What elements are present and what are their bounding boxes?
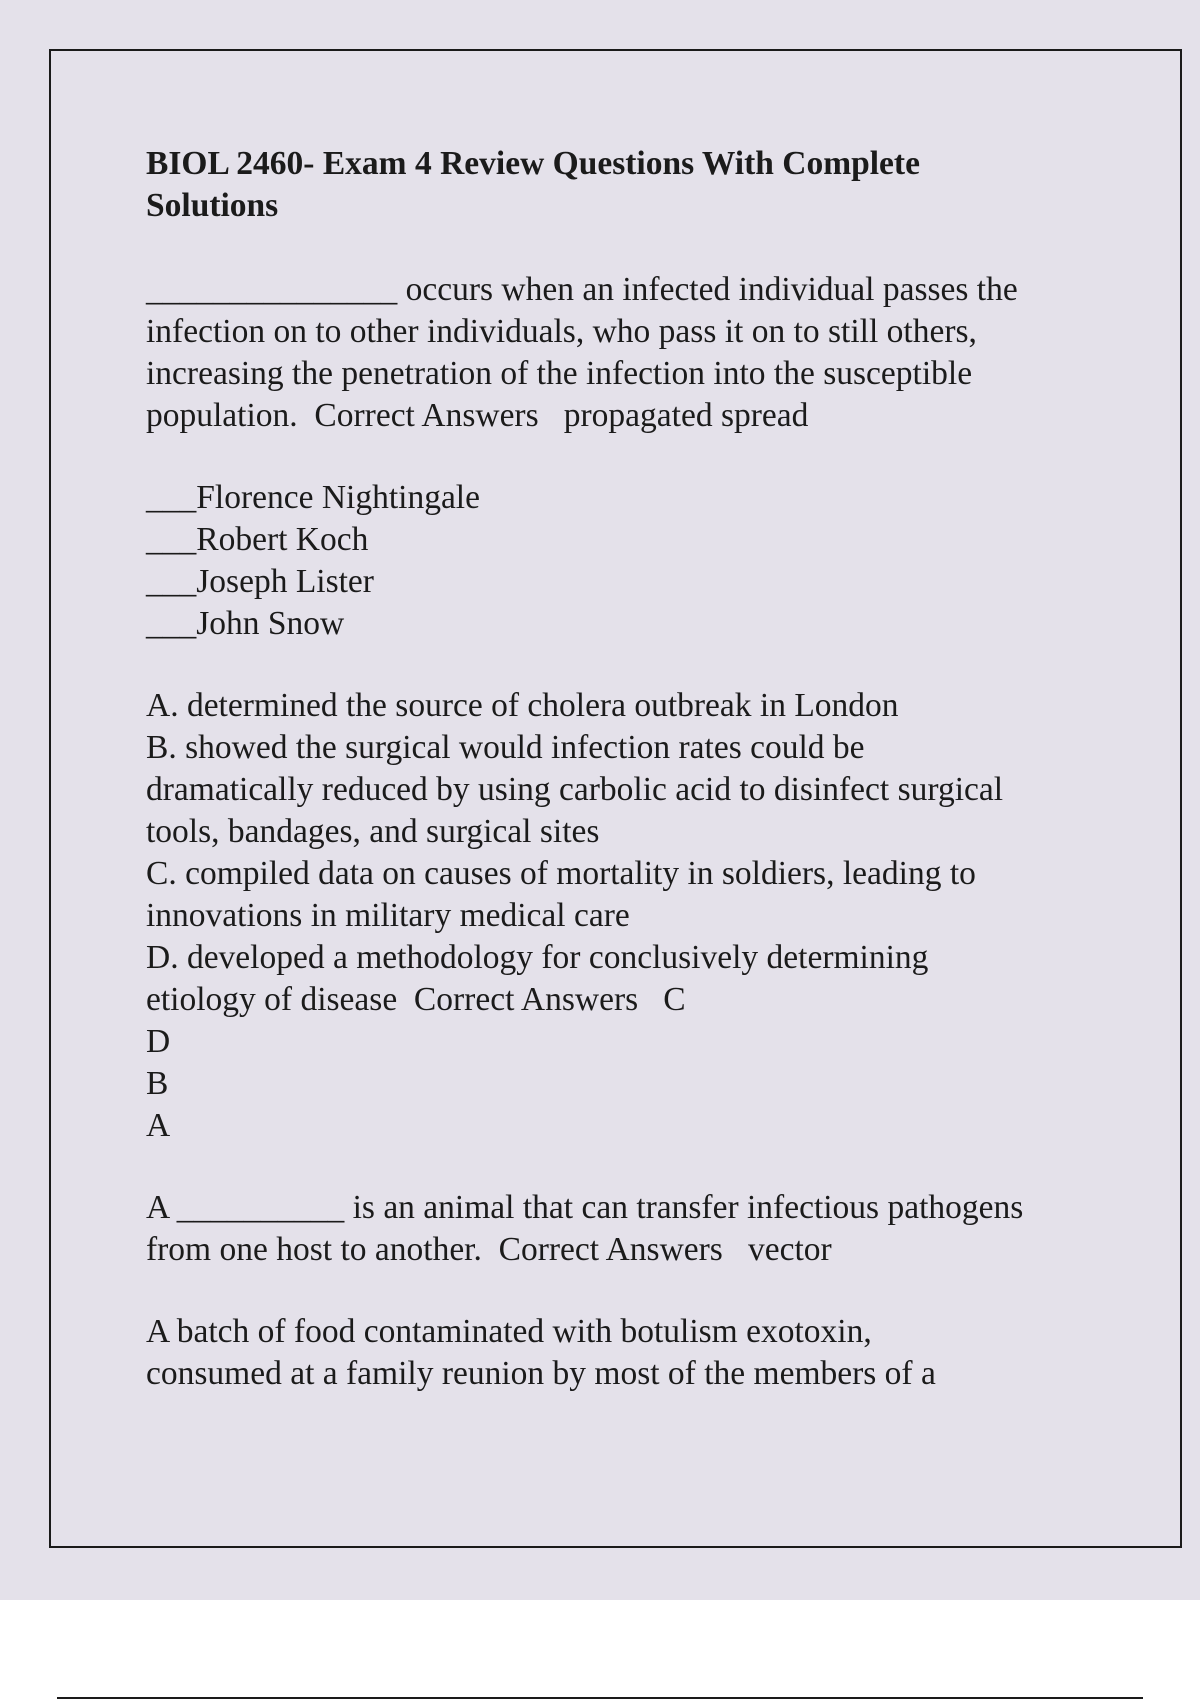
option-line: B. showed the surgical would infection rates could be [146, 729, 865, 766]
question-line: increasing the penetration of the infection into the susceptible [146, 355, 973, 392]
option-line: C. compiled data on causes of mortality in soldiers, leading to [146, 855, 976, 892]
question-line: from one host to another. Correct Answers vector [146, 1231, 832, 1268]
question-line: A batch of food contaminated with botulism exotoxin, [146, 1313, 872, 1350]
document-title [146, 143, 1106, 227]
document-body [146, 143, 1106, 1435]
answer-line: D [146, 1023, 171, 1060]
question-line: consumed at a family reunion by most of the members of a [146, 1355, 936, 1392]
question-line: _______________ occurs when an infected individual passes the [146, 271, 1018, 308]
question-line: A __________ is an animal that can transfer infectious pathogens [146, 1189, 1024, 1226]
title-line: Solutions [146, 187, 279, 224]
question-line: infection on to other individuals, who pass it on to still others, [146, 313, 977, 350]
matching-blank: ___John Snow [146, 605, 345, 642]
question-vector [146, 1187, 1106, 1271]
question-matching-options [146, 685, 1106, 1147]
option-line: dramatically reduced by using carbolic acid to disinfect surgical [146, 771, 1004, 808]
option-line: A. determined the source of cholera outbreak in London [146, 687, 899, 724]
matching-blank: ___Florence Nightingale [146, 479, 480, 516]
question-botulism [146, 1311, 1106, 1395]
option-line: tools, bandages, and surgical sites [146, 813, 600, 850]
title-line: BIOL 2460- Exam 4 Review Questions With Complete [146, 145, 920, 182]
option-line: innovations in military medical care [146, 897, 630, 934]
answer-line: B [146, 1065, 169, 1102]
question-propagated-spread [146, 269, 1106, 437]
matching-blank: ___Robert Koch [146, 521, 369, 558]
question-matching-names [146, 477, 1106, 645]
page-divider [57, 1697, 1143, 1699]
question-line: population. Correct Answers propagated spread [146, 397, 809, 434]
option-line: D. developed a methodology for conclusively determining [146, 939, 929, 976]
answer-line: A [146, 1107, 171, 1144]
matching-blank: ___Joseph Lister [146, 563, 374, 600]
option-line: etiology of disease Correct Answers C [146, 981, 686, 1018]
